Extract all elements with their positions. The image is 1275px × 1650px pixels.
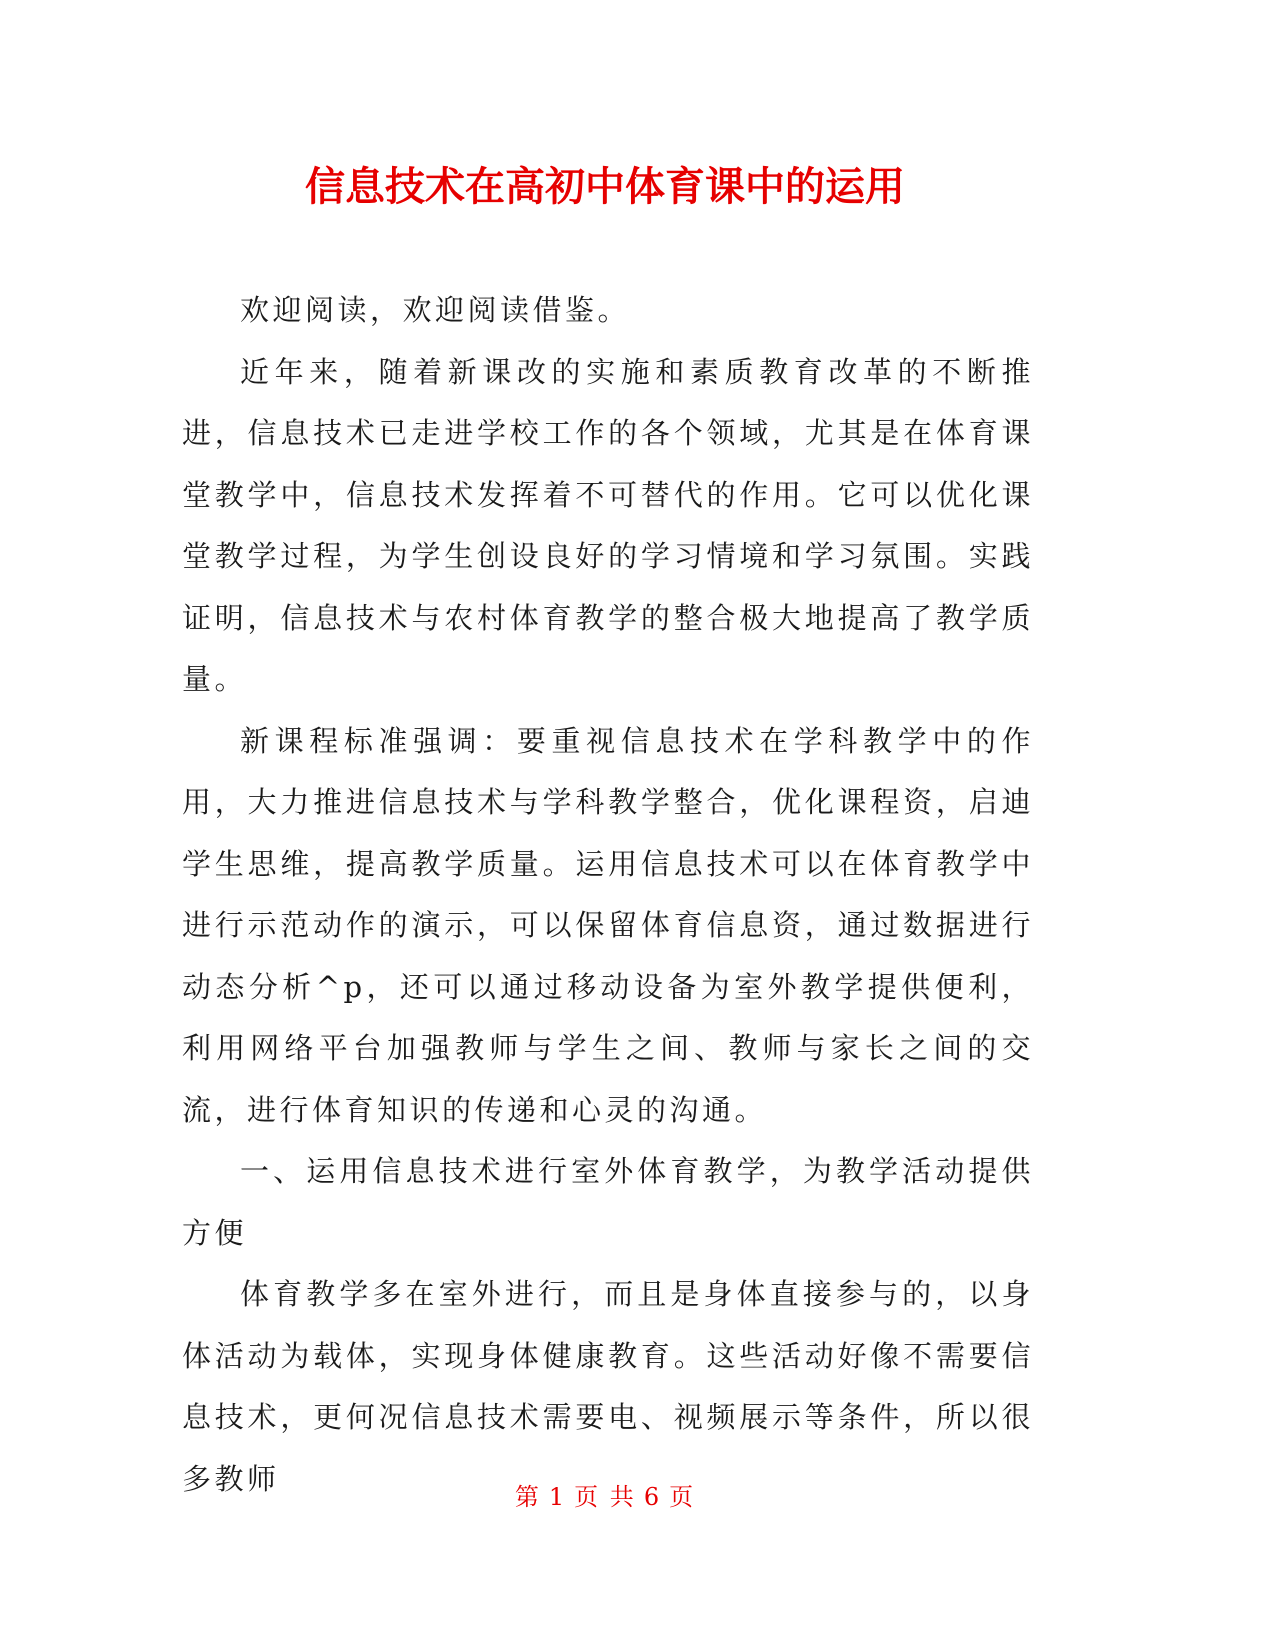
footer-suffix: 页 [669,1483,696,1511]
document-body [182,280,1034,1510]
paragraph: 一、运用信息技术进行室外体育教学，为教学活动提供方便 [182,1154,1034,1250]
footer-total-pages: 6 [643,1483,662,1511]
footer-page-number: 1 [548,1483,567,1511]
document-title: 信息技术在高初中体育课中的运用 [305,164,905,210]
paragraph: 欢迎阅读，欢迎阅读借鉴。 [240,293,631,327]
paragraph: 体育教学多在室外进行，而且是身体直接参与的，以身体活动为载体，实现身体健康教育。这些活动好像不需要信息技术，更何况信息技术需要电、视频展示等条件，所以很多教师 [182,1277,1034,1496]
paragraph: 新课程标准强调：要重视信息技术在学科教学中的作用，大力推进信息技术与学科教学整合，优化课程资，启迪学生思维，提高教学质量。运用信息技术可以在体育教学中进行示范动作的演示，可以保留体育信息资，通过数据进行动态分析^p，还可以通过移动设备为室外教学提供便利，利用网络平台加强教师与学生之间、教师与家长之间的交流，进行体育知识的传递和心灵的沟通。 [182,723,1034,1127]
footer-prefix: 第 [514,1483,541,1511]
footer-middle: 页 共 [574,1483,636,1511]
page-footer [0,1482,1210,1512]
paragraph: 近年来，随着新课改的实施和素质教育改革的不断推进，信息技术已走进学校工作的各个领域，尤其是在体育课堂教学中，信息技术发挥着不可替代的作用。它可以优化课堂教学过程，为学生创设良好的学习情境和学习氛围。实践证明，信息技术与农村体育教学的整合极大地提高了教学质量。 [182,354,1034,696]
